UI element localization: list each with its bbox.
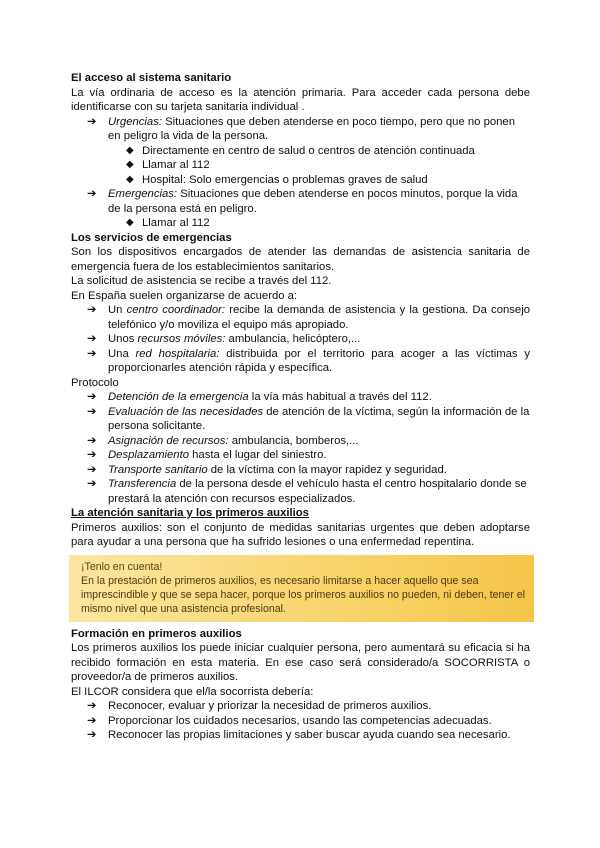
item-text: la vía más habitual a través del 112. xyxy=(248,391,432,403)
section-title-emergency-services: Los servicios de emergencias xyxy=(71,231,232,244)
training-item-2 xyxy=(71,714,530,729)
item-text: de la víctima con la mayor rapidez y seguridad. xyxy=(207,463,447,476)
arrow-icon: ➔ xyxy=(87,188,97,200)
paragraph-training-2: El ILCOR considera que el/la socorrista debería: xyxy=(71,685,314,698)
list-item-recursos xyxy=(71,332,530,347)
document-content xyxy=(71,71,530,743)
protocol-item-4 xyxy=(71,448,530,463)
list-item-centro xyxy=(71,303,530,332)
protocol-item-2 xyxy=(71,405,530,434)
sub-item-2 xyxy=(71,158,530,173)
item-text: de atención de la víctima, según la información de la persona solicitante. xyxy=(108,405,530,432)
arrow-icon: ➔ xyxy=(87,714,97,727)
arrow-icon: ➔ xyxy=(87,115,97,128)
diamond-icon: ◆ xyxy=(126,173,134,185)
sub-item-text: Directamente en centro de salud o centros de atención continuada xyxy=(142,144,475,157)
paragraph-services-2: La solicitud de asistencia se recibe a través del 112. xyxy=(71,275,332,287)
arrow-icon: ➔ xyxy=(87,405,97,418)
item-text: Proporcionar los cuidados necesarios, usando las competencias adecuadas. xyxy=(108,714,492,727)
item-term: Evaluación de las necesidades xyxy=(108,405,264,418)
note-text: En la prestación de primeros auxilios, es necesario limitarse a hacer aquello que sea imprescindible y que se sepa hacer, porque los primeros auxilios no pueden, ni deben, tener el mismo nivel que una asistencia profesional. xyxy=(81,574,526,615)
arrow-icon: ➔ xyxy=(87,729,97,741)
section-title-training: Formación en primeros auxilios xyxy=(71,627,242,640)
sub-item-3 xyxy=(71,173,530,188)
term-urgencias: Urgencias: xyxy=(108,115,162,128)
note-title: ¡Tenlo en cuenta! xyxy=(81,560,163,573)
training-item-3 xyxy=(71,728,530,743)
sub-item-text: Llamar al 112 xyxy=(142,159,210,171)
protocol-item-1 xyxy=(71,390,530,405)
item-term: centro coordinador: xyxy=(126,304,226,316)
arrow-icon: ➔ xyxy=(87,391,97,403)
diamond-icon: ◆ xyxy=(126,217,134,228)
sub-item-1 xyxy=(71,144,530,159)
paragraph-services-1: Son los dispositivos encargados de atender las demandas de asistencia sanitaria de emergencia fuera de los establecimientos sanitarios. xyxy=(71,246,530,273)
text-urgencias: Situaciones que deben atenderse en poco tiempo, pero que no ponen en peligro la vida de la persona. xyxy=(108,115,515,142)
section-title-first-aid: La atención sanitaria y los primeros auxilios xyxy=(71,507,309,519)
sub-item-text: Llamar al 112 xyxy=(142,217,210,229)
item-term: red hospitalaria: xyxy=(135,347,220,360)
item-term: Asignación de recursos: xyxy=(108,434,229,447)
item-text: distribuida por el territorio para acoger a las víctimas y proporcionarles atención rápida y específica. xyxy=(108,347,530,374)
item-text: Reconocer, evaluar y priorizar la necesidad de primeros auxilios. xyxy=(108,700,432,712)
item-pre: Un xyxy=(108,304,127,316)
item-text: hasta el lugar del siniestro. xyxy=(189,449,327,461)
sub-item-text: Hospital: Solo emergencias o problemas graves de salud xyxy=(142,173,428,186)
list-item-urgencias xyxy=(71,115,530,144)
item-pre: Una xyxy=(108,347,136,360)
diamond-icon: ◆ xyxy=(126,159,134,170)
item-text: ambulancia, bomberos,... xyxy=(228,434,359,447)
protocol-label: Protocolo xyxy=(71,376,119,389)
paragraph-access: La vía ordinaria de acceso es la atención primaria. Para acceder cada persona debe identificarse con su tarjeta sanitaria individual . xyxy=(71,86,530,113)
item-pre: Unos xyxy=(108,333,138,345)
item-text: ambulancia, helicóptero,... xyxy=(225,333,361,345)
training-item-1 xyxy=(71,699,530,714)
arrow-icon: ➔ xyxy=(87,700,97,712)
arrow-icon: ➔ xyxy=(87,449,97,461)
diamond-icon: ◆ xyxy=(126,144,134,156)
item-text: de la persona desde el vehículo hasta el centro hospitalario donde se prestará la atención con recursos especializados. xyxy=(108,478,527,505)
protocol-item-6 xyxy=(71,477,530,506)
arrow-icon: ➔ xyxy=(87,304,97,316)
section-title-access: El acceso al sistema sanitario xyxy=(71,72,232,84)
arrow-icon: ➔ xyxy=(87,478,97,490)
protocol-item-5 xyxy=(71,463,530,478)
protocol-item-3 xyxy=(71,434,530,449)
item-term: Transporte sanitario xyxy=(108,463,208,476)
list-item-emergencias xyxy=(71,187,530,216)
sub-item-4 xyxy=(71,216,530,231)
arrow-icon: ➔ xyxy=(87,434,97,447)
item-term: Detención de la emergencia xyxy=(108,391,249,403)
paragraph-training-1: Los primeros auxilios los puede iniciar cualquier persona, pero aumentará su eficacia si ha recibido formación en esta materia. En ese caso será considerado/a SOCORRISTA o proveedor/a de primeros auxilios. xyxy=(71,642,530,683)
list-item-red xyxy=(71,347,530,376)
paragraph-first-aid: Primeros auxilios: son el conjunto de medidas sanitarias urgentes que deben adoptarse para ayudar a una persona que ha sufrido lesiones o una enfermedad repentina. xyxy=(71,521,530,548)
note-box xyxy=(69,555,534,622)
item-text: recibe la demanda de asistencia y la gestiona. Da consejo telefónico y/o moviliza el equipo más apropiado. xyxy=(108,304,530,331)
item-text: Reconocer las propias limitaciones y saber buscar ayuda cuando sea necesario. xyxy=(108,729,511,741)
arrow-icon: ➔ xyxy=(87,333,97,345)
item-term: Desplazamiento xyxy=(108,449,190,461)
text-emergencias: Situaciones que deben atenderse en pocos minutos, porque la vida de la persona está en peligro. xyxy=(108,188,518,215)
paragraph-services-3: En España suelen organizarse de acuerdo a: xyxy=(71,289,298,302)
item-term: Transferencia xyxy=(108,478,177,490)
arrow-icon: ➔ xyxy=(87,463,97,476)
term-emergencias: Emergencias: xyxy=(108,188,178,200)
item-term: recursos móviles: xyxy=(137,333,226,345)
arrow-icon: ➔ xyxy=(87,347,97,360)
